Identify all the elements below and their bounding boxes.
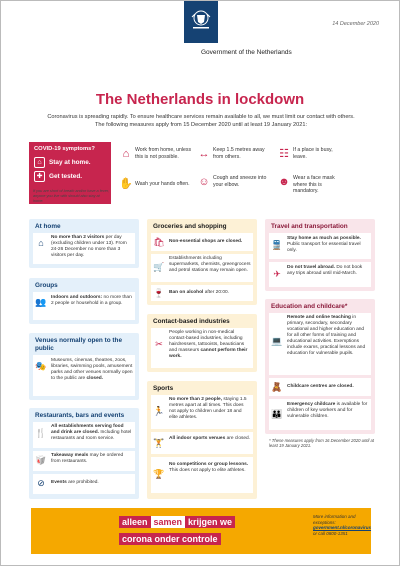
education-heading: Education and childcare* — [271, 303, 348, 310]
restaurants-item-3-bold: Events — [51, 480, 67, 485]
scissors-icon: ✂ — [155, 339, 163, 349]
measure-work-from-home: Work from home, unless this is not possible. — [135, 147, 192, 160]
coronavirus-link[interactable]: government.nl/coronavirus — [313, 525, 372, 531]
intro-text — [31, 113, 371, 129]
cough-icon: ☺ — [198, 176, 210, 188]
takeaway-icon: 🥡 — [35, 455, 47, 465]
footer-banner — [31, 508, 371, 554]
distance-icon: ↔ — [198, 148, 210, 160]
stay-home-icon: ⌂ — [34, 157, 45, 168]
get-tested-text: Get tested. — [49, 173, 83, 180]
groceries-item-3-rest: after 20:00. — [203, 290, 229, 295]
restaurants-item-1-bold: All establishments serving food and drink are closed. — [51, 424, 124, 435]
restaurants-item-3-rest: are prohibited. — [66, 480, 99, 485]
slogan-line-1 — [119, 516, 235, 528]
education-item-1 — [287, 315, 369, 357]
slogan-word-3: krijgen we — [185, 516, 235, 528]
travel-card — [265, 219, 375, 291]
groceries-item-1-bold: Non-essential shops are closed. — [169, 239, 243, 244]
groceries-item-2 — [169, 256, 251, 274]
shop-closed-icon: 🛍 — [153, 237, 165, 247]
government-name: Government of the Netherlands — [201, 49, 292, 56]
travel-item-2-rest: Do not book any trips abroad until mid-March. — [287, 265, 363, 276]
travel-item-2 — [287, 265, 369, 277]
stay-home-text: Stay at home. — [49, 159, 91, 166]
contact-card — [147, 314, 257, 372]
coat-of-arms-icon — [187, 5, 215, 35]
education-item-1-rest: in primary, secondary, secondary vocational and higher education and for all other forms of training and educational activities. Exemptions include exams, practical lessons and education for vulnerable pupils. — [287, 315, 366, 356]
travel-item-1 — [287, 236, 369, 254]
measure-busy-place: If a place is busy, leave. — [293, 147, 333, 160]
alcohol-ban-icon: 🍷 — [153, 288, 165, 298]
restaurants-heading: Restaurants, bars and events — [35, 412, 125, 419]
venues-text-rest: Museums, cinemas, theatres, zoos, libraries, swimming pools, amusement parks and other venues normally open to the public are — [51, 358, 133, 381]
groceries-item-3-bold: Ban on alcohol — [169, 290, 204, 295]
contact-text-bold: cannot perform their work. — [169, 348, 248, 359]
intro-line-2: The following measures apply from 15 December 2020 until at least 19 January 2021: — [94, 122, 308, 128]
restaurants-item-2-bold: Takeaway meals — [51, 453, 89, 458]
footer-info — [313, 514, 372, 536]
covid-symptoms-heading: COVID-19 symptoms? — [34, 146, 95, 152]
sports-item-1 — [169, 397, 251, 421]
busy-place-icon: ☷ — [279, 148, 289, 160]
footer-phone: or call 0800-1351 — [313, 530, 348, 536]
page-title: The Netherlands in lockdown — [95, 91, 305, 108]
education-item-1-bold: Remote and online teaching — [287, 315, 351, 320]
education-footnote: * These measures apply from 16 December 2020 until at least 19 January 2021. — [269, 438, 374, 449]
theatre-icon: 🎭 — [35, 361, 47, 371]
at-home-card — [29, 219, 139, 268]
sports-item-1-bold: No more than 2 people, — [169, 397, 223, 402]
education-item-2 — [287, 384, 369, 390]
no-competition-icon: 🏆 — [153, 469, 165, 479]
sports-item-3-bold: No competitions or group lessons. — [169, 462, 249, 467]
restaurants-item-1 — [51, 424, 133, 442]
laptop-icon: 💻 — [271, 336, 283, 346]
shopping-cart-icon: 🛒 — [153, 262, 165, 272]
education-item-3 — [287, 402, 369, 420]
at-home-text-rest: per day (excluding children under 13). From 24-26 December no more than 3 visitors per day. — [51, 235, 127, 258]
sports-venue-closed-icon: 🏋 — [153, 438, 165, 448]
intro-line-1: Coronavirus is spreading rapidly. To ensure healthcare services remain available to all, we must limit our contact with others. — [47, 114, 355, 120]
groups-text-bold: Indoors and outdoors: — [51, 295, 103, 300]
restaurants-item-1-rest: Including hotel restaurants and room service. — [51, 430, 132, 441]
groups-heading: Groups — [35, 282, 58, 289]
groups-text — [51, 295, 133, 307]
home-work-icon: ⌂ — [122, 148, 130, 160]
education-item-3-rest: is available for children of key workers and for vulnerable children. — [287, 402, 368, 419]
cutlery-icon: 🍴 — [35, 428, 47, 438]
groceries-item-1 — [169, 239, 251, 245]
restaurants-item-3 — [51, 480, 133, 486]
events-prohibited-icon: ⊘ — [37, 478, 45, 488]
contact-text — [169, 330, 251, 360]
house-icon: ⌂ — [38, 238, 44, 248]
groceries-heading: Groceries and shopping — [153, 223, 227, 230]
groups-text-rest: no more than 2 people or household in a group. — [51, 295, 132, 306]
childcare-closed-icon: 🧸 — [271, 382, 283, 392]
face-mask-icon: ☻ — [278, 176, 290, 188]
measure-face-mask: Wear a face mask where this is mandatory. — [293, 175, 335, 195]
sports-item-2-rest: are closed. — [225, 436, 251, 441]
sports-item-1-rest: staying 1.5 metres apart at all times. This does not apply to children under 18 and elite athletes. — [169, 397, 247, 420]
restaurants-item-2 — [51, 453, 133, 465]
slogan-word-1: alleen — [119, 516, 151, 528]
venues-text-bold: closed. — [86, 376, 103, 381]
travel-item-1-bold: Stay home as much as possible. — [287, 236, 361, 241]
groups-card — [29, 278, 139, 324]
education-item-2-bold: Childcare centres are closed. — [287, 384, 354, 389]
at-home-text-bold: No more than 2 visitors — [51, 235, 105, 240]
groceries-item-2-rest: Establishments including supermarkets, chemists, greengrocers and petrol stations may remain open. — [169, 256, 251, 273]
groceries-item-3 — [169, 290, 251, 296]
venues-card — [29, 333, 139, 400]
groceries-card — [147, 219, 257, 305]
train-icon: 🚆 — [271, 240, 283, 250]
slogan-word-2: samen — [151, 516, 186, 528]
venues-heading: Venues normally open to the public — [35, 337, 123, 352]
travel-item-1-rest: Public transport for essential travel only. — [287, 242, 361, 253]
test-icon: ✚ — [34, 171, 45, 182]
sports-card — [147, 381, 257, 499]
contact-heading: Contact-based industries — [153, 318, 230, 325]
travel-heading: Travel and transportation — [271, 223, 348, 230]
wash-hands-icon: ✋ — [119, 178, 133, 190]
at-home-text — [51, 235, 133, 259]
contact-text-rest: People working in non-medical contact-based industries, including hairdressers, tattooists, beauticians and masseurs — [169, 330, 245, 353]
covid-note: If you are short of breath and/or have a fever, anyone you live with should also stay at home. — [33, 189, 109, 203]
at-home-heading: At home — [35, 223, 61, 230]
sports-item-3 — [169, 462, 251, 474]
restaurants-card — [29, 408, 139, 499]
measure-cough-elbow: Cough and sneeze into your elbow. — [213, 175, 267, 188]
slogan-line-2-text: corona onder controle — [119, 533, 221, 545]
education-card — [265, 299, 375, 434]
slogan-line-2 — [119, 533, 221, 545]
sports-heading: Sports — [153, 385, 174, 392]
group-icon: 👥 — [35, 297, 47, 307]
running-icon: 🏃 — [153, 406, 165, 416]
footer-info-label: More information and exceptions: — [313, 514, 356, 525]
emergency-childcare-icon: 👪 — [271, 409, 283, 419]
sports-item-2-bold: All indoor sports venues — [169, 436, 226, 441]
travel-item-2-bold: Do not travel abroad. — [287, 265, 335, 270]
sports-item-2 — [169, 436, 251, 442]
plane-icon: ✈ — [273, 269, 281, 279]
venues-text — [51, 358, 133, 382]
publication-date: 14 December 2020 — [332, 21, 379, 27]
restaurants-item-2-rest: may be ordered from restaurants. — [51, 453, 124, 464]
sports-item-3-rest: This does not apply to elite athletes. — [169, 468, 246, 473]
measure-wash-hands: Wash your hands often. — [135, 181, 190, 187]
measure-keep-distance: Keep 1.5 metres away from others. — [213, 147, 265, 160]
education-item-3-bold: Emergency childcare — [287, 402, 336, 407]
